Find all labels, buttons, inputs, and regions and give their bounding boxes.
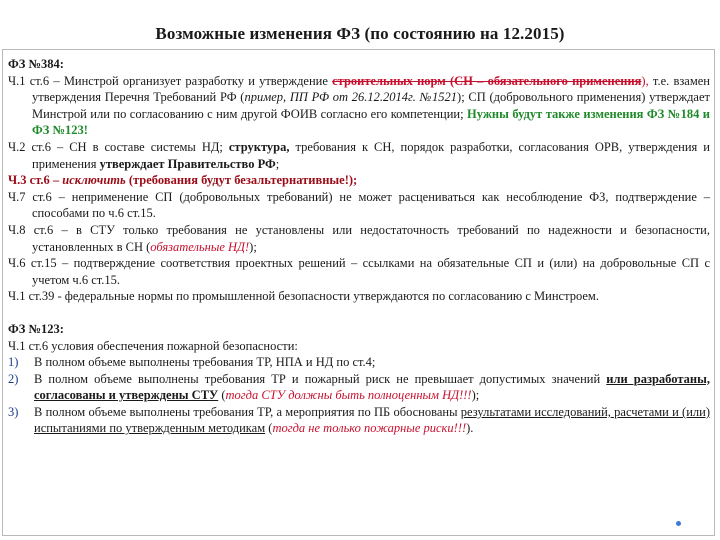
text-run-underlined: результатами исследований, расчетами и (или) испытаниями по утвержденным методикам	[34, 404, 710, 436]
text-run-note: Нужны будут также изменения ФЗ №184 и ФЗ №123!	[32, 106, 710, 138]
text-run: в СТУ только требования не установлены или недостаточность требований по надежности и безопасности, установленных в СН (	[32, 222, 710, 254]
text-run: );	[249, 239, 257, 254]
text-run-bold: структура,	[228, 139, 290, 154]
text-run: ;	[275, 156, 280, 171]
text-run-highlight: обязательные НД!	[150, 239, 250, 254]
fz123-heading: ФЗ №123:	[8, 321, 64, 336]
text-run: Ч.3 ст.6 –	[8, 173, 63, 188]
text-run: Ч.8 ст.6 –	[8, 222, 76, 237]
text-run-example: пример, ПП РФ от 26.12.2014г. №1521	[244, 90, 458, 105]
list-number: 3)	[8, 404, 19, 419]
bullet-dot-icon	[676, 521, 681, 526]
fz384-heading: ФЗ №384:	[8, 57, 64, 71]
fz123-intro: Ч.1 ст.6 условия обеспечения пожарной безопасности:	[8, 338, 298, 353]
text-run-highlight: тогда СТУ должны быть полноценным НД!!!	[225, 388, 472, 403]
fz384-item-ch8-st6	[8, 222, 710, 255]
text-run: (	[218, 388, 226, 403]
text-run: ).	[466, 421, 474, 436]
text-run-highlight: тогда не только пожарные риски!!!	[272, 421, 467, 436]
fz123-item-3	[8, 404, 710, 437]
text-run: (	[265, 421, 273, 436]
text-run-bold: утверждает Правительство РФ	[99, 156, 276, 171]
text-run-highlight: строительных норм (СН – обязательного применения	[332, 73, 642, 88]
slide-title: Возможные изменения ФЗ (по состоянию на 12.2015)	[155, 24, 565, 43]
text-run: Ч.1 ст.6 – Минстрой организует разработку и утверждение	[8, 73, 333, 88]
list-number: 2)	[8, 371, 19, 386]
text-run: т.е. взамен утверждения Перечня Требований РФ (	[32, 73, 710, 105]
text-run: (требования будут безальтернативные!);	[125, 173, 358, 188]
text-run-underlined: или разработаны, согласованы и утверждены СТУ	[34, 371, 710, 403]
text-run: Ч.2 ст.6 – СН в составе системы НД;	[8, 139, 229, 154]
fz123-item-2	[8, 371, 710, 404]
fz384-item-ch7-st6: Ч.7 ст.6 – неприменение СП (добровольных требований) не может расцениваться как несоблюдение ФЗ, подтверждение – способами по ч.6 ст.15.	[8, 189, 710, 221]
text-run: );	[471, 388, 480, 403]
text-run-italic: исключить	[62, 173, 126, 188]
fz384-item-ch1-st6	[8, 73, 710, 139]
list-text	[34, 404, 710, 437]
list-text: В полном объеме выполнены требования ТР, НПА и НД по ст.4;	[34, 355, 376, 370]
text-run: В полном объеме выполнены требования ТР, а мероприятия по ПБ обоснованы	[34, 404, 461, 419]
text-run: В полном объеме выполнены требования ТР и пожарный риск не превышает допустимых значений	[34, 371, 607, 386]
fz384-item-ch1-st39: Ч.1 ст.39 - федеральные нормы по промышленной безопасности утверждаются по согласованию с Минстроем.	[8, 289, 599, 304]
text-run: ),	[641, 73, 649, 88]
fz384-item-ch6-st15: Ч.6 ст.15 – подтверждение соответствия проектных решений – ссылками на обязательные СП и (или) на добровольные СП с учетом ч.6 ст.15.	[8, 256, 710, 287]
content-body	[8, 56, 710, 437]
fz123-item-1	[8, 354, 710, 371]
fz384-item-ch2-st6	[8, 139, 710, 172]
list-number: 1)	[8, 355, 19, 370]
text-run: ); СП (добровольного применения) утверждает Минстрой или по согласованию с ним другой ФОИВ согласно его компетенции;	[32, 90, 710, 121]
list-text	[34, 371, 710, 404]
fz384-item-ch3-st6	[8, 172, 710, 189]
text-run: требования к СН, порядок разработки, согласования ОРВ, утверждения и применения	[32, 139, 710, 171]
